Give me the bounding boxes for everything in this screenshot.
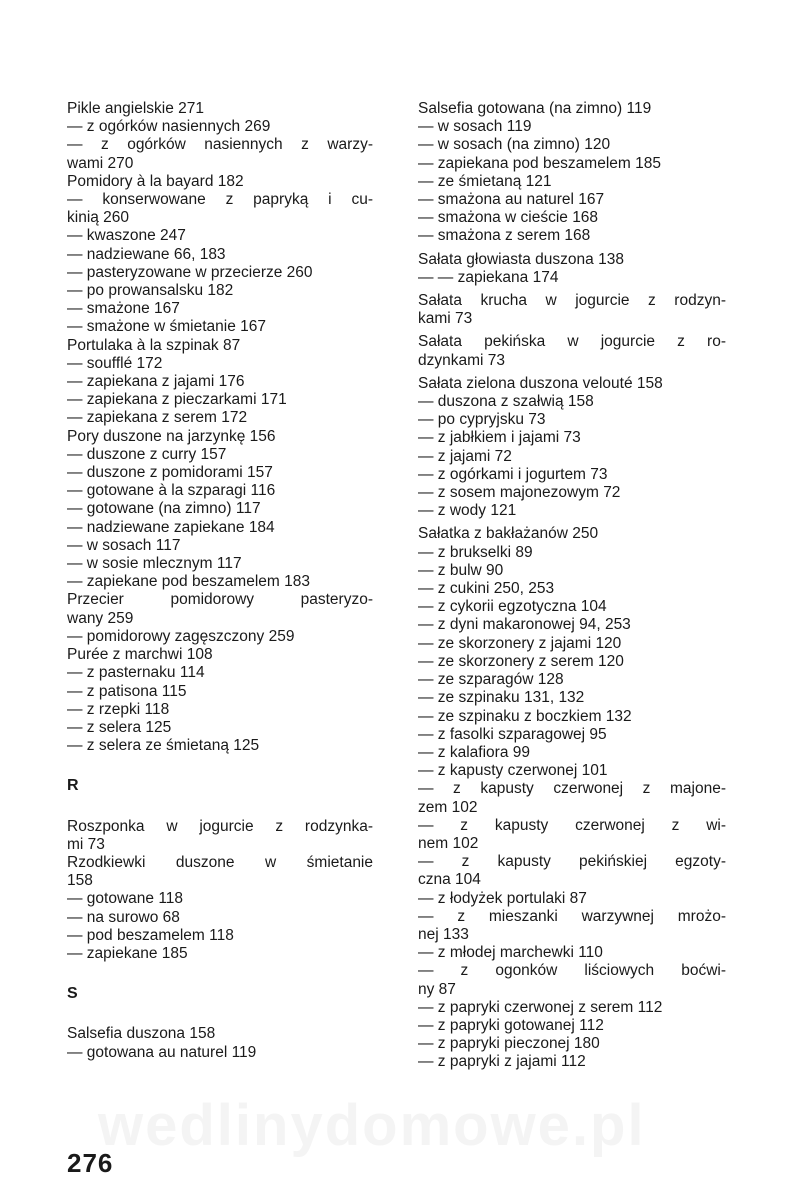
index-entry: kami 73 bbox=[418, 310, 473, 328]
index-entry: — z sosem majonezowym 72 bbox=[418, 484, 621, 502]
section-letter: S bbox=[67, 985, 78, 1003]
index-entry: — zapiekane pod beszamelem 183 bbox=[67, 573, 310, 591]
index-entry: — ze szpinaku z boczkiem 132 bbox=[418, 707, 632, 725]
index-entry: Sałata zielona duszona velouté 158 bbox=[418, 374, 663, 392]
index-entry: — z papryki pieczonej 180 bbox=[418, 1035, 600, 1053]
index-entry: wami 270 bbox=[67, 154, 134, 172]
index-entry: — z kalafiora 99 bbox=[418, 743, 530, 761]
index-entry: — z cukini 250, 253 bbox=[418, 580, 555, 598]
index-entry: — pomidorowy zagęszczony 259 bbox=[67, 627, 295, 645]
index-entry: — soufflé 172 bbox=[67, 354, 163, 372]
index-entry: Sałata krucha w jogurcie z rodzyn- bbox=[418, 292, 726, 310]
index-entry: — duszona z szałwią 158 bbox=[418, 393, 594, 411]
index-entry: Sałatka z bakłażanów 250 bbox=[418, 525, 599, 543]
index-entry: — smażone 167 bbox=[67, 300, 180, 318]
index-entry: — z papryki czerwonej z serem 112 bbox=[418, 998, 663, 1016]
index-entry: nej 133 bbox=[418, 925, 469, 943]
index-entry: Rzodkiewki duszone w śmietanie bbox=[67, 853, 373, 871]
index-entry: — smażona z serem 168 bbox=[418, 227, 591, 245]
index-entry: — pasteryzowane w przecierze 260 bbox=[67, 263, 313, 281]
index-entry: — z selera ze śmietaną 125 bbox=[67, 737, 260, 755]
index-entry: — z kapusty pekińskiej egzoty- bbox=[418, 853, 726, 871]
index-entry: — z łodyżek portulaki 87 bbox=[418, 889, 587, 907]
index-entry: Salsefia gotowana (na zimno) 119 bbox=[418, 100, 652, 117]
section-letter: R bbox=[67, 777, 79, 795]
index-entry: — ze szparagów 128 bbox=[418, 671, 564, 689]
index-entry: — z selera 125 bbox=[67, 718, 172, 736]
index-entry: zem 102 bbox=[418, 798, 478, 816]
index-entry: — kwaszone 247 bbox=[67, 227, 186, 245]
index-entry: — gotowane (na zimno) 117 bbox=[67, 500, 261, 518]
index-entry: — duszone z curry 157 bbox=[67, 445, 227, 463]
index-entry: — w sosach 117 bbox=[67, 536, 181, 554]
index-entry: — nadziewane zapiekane 184 bbox=[67, 518, 275, 536]
index-column-right bbox=[418, 100, 726, 1072]
index-entry: — nadziewane 66, 183 bbox=[67, 245, 226, 263]
index-entry: — z ogórkami i jogurtem 73 bbox=[418, 465, 608, 483]
index-entry: — pod beszamelem 118 bbox=[67, 926, 234, 944]
index-entry: — konserwowane z papryką i cu- bbox=[67, 191, 373, 209]
index-entry: — smażone w śmietanie 167 bbox=[67, 318, 267, 336]
index-entry: Pomidory à la bayard 182 bbox=[67, 172, 244, 190]
index-entry: — z rzepki 118 bbox=[67, 700, 170, 718]
index-entry: — z papryki gotowanej 112 bbox=[418, 1016, 604, 1034]
index-entry: — z fasolki szparagowej 95 bbox=[418, 725, 607, 743]
index-entry: Sałata pekińska w jogurcie z ro- bbox=[418, 333, 726, 351]
index-entry: — z kapusty czerwonej z majone- bbox=[418, 780, 726, 798]
index-entry: — ze skorzonery z serem 120 bbox=[418, 652, 624, 670]
index-entry: — zapiekana z serem 172 bbox=[67, 409, 248, 427]
index-entry: — z wody 121 bbox=[418, 502, 517, 520]
index-entry: dzynkami 73 bbox=[418, 351, 506, 369]
index-entry: 158 bbox=[67, 872, 93, 890]
index-entry: — z brukselki 89 bbox=[418, 543, 533, 561]
index-entry: — zapiekane 185 bbox=[67, 944, 188, 962]
index-entry: — smażona w cieście 168 bbox=[418, 209, 599, 227]
index-entry: Pikle angielskie 271 bbox=[67, 100, 205, 117]
index-entry: — w sosie mlecznym 117 bbox=[67, 555, 242, 573]
index-entry: nem 102 bbox=[418, 834, 479, 852]
index-entry: Salsefia duszona 158 bbox=[67, 1025, 216, 1043]
index-entry: wany 259 bbox=[67, 609, 134, 627]
index-entry: Pory duszone na jarzynkę 156 bbox=[67, 427, 276, 445]
index-entry: — z kapusty czerwonej 101 bbox=[418, 762, 608, 780]
index-entry: — z mieszanki warzywnej mrożo- bbox=[418, 907, 726, 925]
index-entry: — na surowo 68 bbox=[67, 908, 180, 926]
index-entry: — z ogórków nasiennych z warzy- bbox=[67, 136, 373, 154]
index-entry: — z ogórków nasiennych 269 bbox=[67, 118, 271, 136]
index-entry: — — zapiekana 174 bbox=[418, 268, 559, 286]
index-entry: — gotowane 118 bbox=[67, 890, 184, 908]
index-entry: — z ogonków liściowych boćwi- bbox=[418, 962, 726, 980]
index-entry: — z cykorii egzotyczna 104 bbox=[418, 598, 607, 616]
index-entry: — z pasternaku 114 bbox=[67, 664, 205, 682]
index-entry: — po cypryjsku 73 bbox=[418, 411, 546, 429]
index-entry: — gotowane à la szparagi 116 bbox=[67, 482, 276, 500]
index-entry: Portulaka à la szpinak 87 bbox=[67, 336, 241, 354]
index-entry: — gotowana au naturel 119 bbox=[67, 1043, 257, 1061]
index-entry: — w sosach 119 bbox=[418, 118, 532, 136]
index-entry: — zapiekana z pieczarkami 171 bbox=[67, 391, 287, 409]
index-entry: — ze szpinaku 131, 132 bbox=[418, 689, 585, 707]
index-entry: — ze śmietaną 121 bbox=[418, 172, 552, 190]
index-entry: — z jajami 72 bbox=[418, 447, 512, 465]
index-entry: — zapiekana pod beszamelem 185 bbox=[418, 154, 661, 172]
index-entry: — smażona au naturel 167 bbox=[418, 191, 605, 209]
watermark: wedlinydomowe.pl bbox=[98, 1093, 646, 1158]
index-entry: — z dyni makaronowej 94, 253 bbox=[418, 616, 631, 634]
index-column-left bbox=[67, 100, 373, 1062]
index-entry: Przecier pomidorowy pasteryzo- bbox=[67, 591, 373, 609]
index-entry: — z papryki z jajami 112 bbox=[418, 1053, 586, 1071]
index-entry: — w sosach (na zimno) 120 bbox=[418, 136, 611, 154]
index-entry: — z kapusty czerwonej z wi- bbox=[418, 816, 726, 834]
index-entry: — z patisona 115 bbox=[67, 682, 187, 700]
index-entry: — po prowansalsku 182 bbox=[67, 282, 234, 300]
index-entry: Sałata głowiasta duszona 138 bbox=[418, 250, 624, 268]
page-number: 276 bbox=[67, 1148, 114, 1178]
index-entry: czna 104 bbox=[418, 871, 481, 889]
index-entry: — z bulw 90 bbox=[418, 561, 504, 579]
index-entry: — z jabłkiem i jajami 73 bbox=[418, 429, 581, 447]
index-entry: ny 87 bbox=[418, 980, 456, 998]
index-entry: kinią 260 bbox=[67, 209, 130, 227]
index-entry: — z młodej marchewki 110 bbox=[418, 944, 603, 962]
index-entry: mi 73 bbox=[67, 835, 105, 853]
index-entry: — zapiekana z jajami 176 bbox=[67, 373, 245, 391]
index-entry: — ze skorzonery z jajami 120 bbox=[418, 634, 622, 652]
index-entry: Roszponka w jogurcie z rodzynka- bbox=[67, 817, 373, 835]
index-entry: — duszone z pomidorami 157 bbox=[67, 464, 273, 482]
index-entry: Purée z marchwi 108 bbox=[67, 646, 213, 664]
